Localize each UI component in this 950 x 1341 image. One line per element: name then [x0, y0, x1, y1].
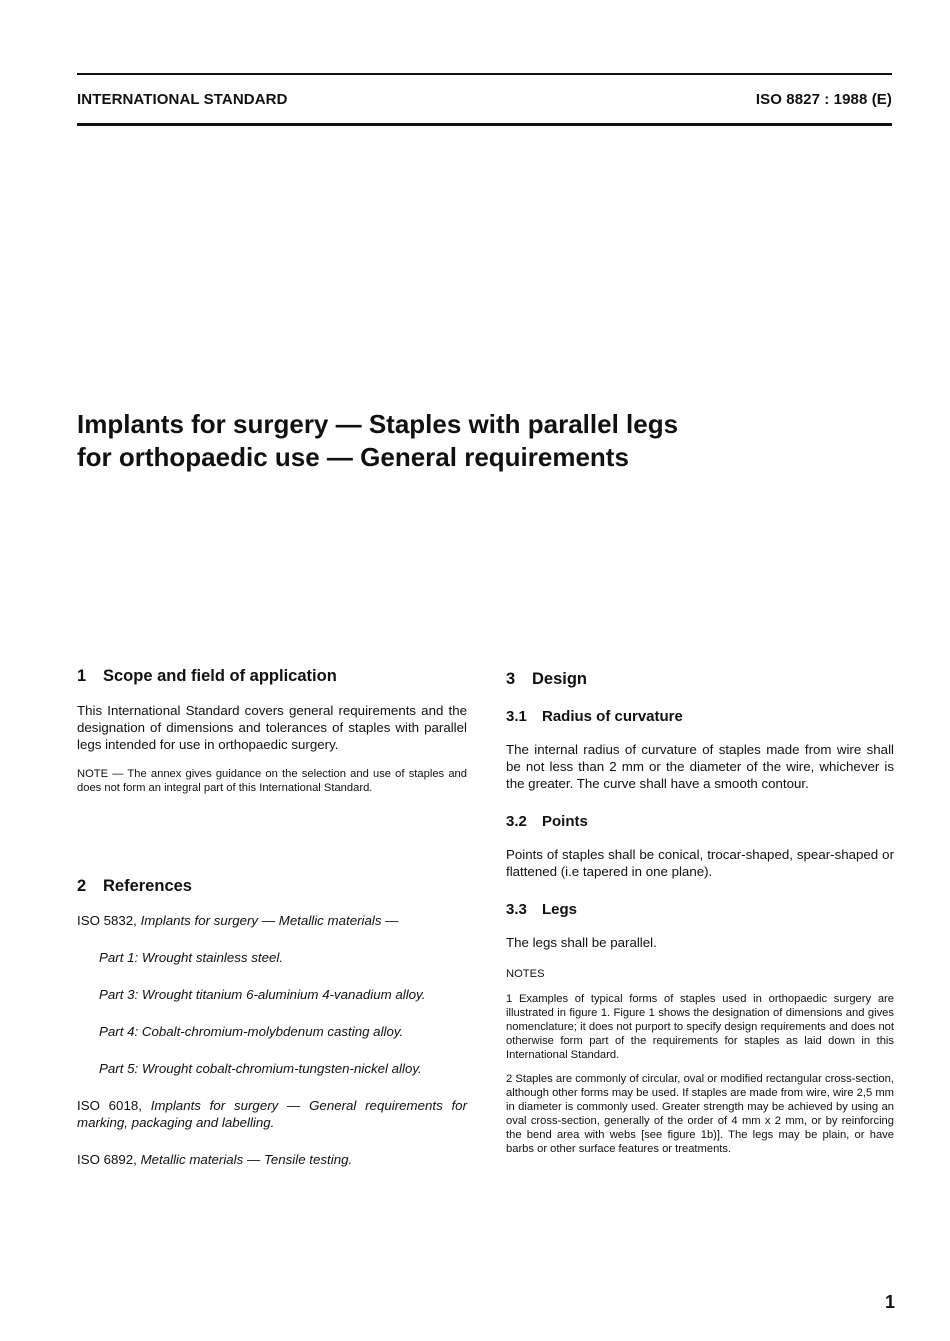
section-3-3-body: The legs shall be parallel. — [506, 935, 657, 950]
reference-part-3: Part 3: Wrought titanium 6-aluminium 4-vanadium alloy. — [99, 987, 426, 1002]
reference-part-4: Part 4: Cobalt-chromium-molybdenum casting alloy. — [99, 1024, 404, 1039]
page-number: 1 — [884, 1292, 895, 1312]
standard-type-label: INTERNATIONAL STANDARD — [77, 91, 288, 108]
section-1-note: NOTE — The annex gives guidance on the selection and use of staples and does not form an integral part of this International Standard. — [77, 768, 467, 794]
note-1: 1 Examples of typical forms of staples used in orthopaedic surgery are illustrated in figure 1. Figure 1 shows the designation of dimensions and gives nomenclature; it does not purport to specify design requirements and does not otherwise form part of the requirements for staples as laid down in this International Standard. — [506, 993, 894, 1061]
section-3-heading: 3 Design — [506, 670, 588, 688]
right-column — [506, 667, 894, 1156]
section-3-2-body: Points of staples shall be conical, trocar-shaped, spear-shaped or flattened (i.e tapered in one plane). — [506, 847, 894, 879]
section-1-body: This International Standard covers general requirements and the designation of dimensions and tolerances of staples with parallel legs intended for use in orthopaedic surgery. — [77, 703, 467, 752]
header-top-rule — [77, 73, 892, 75]
notes-label: NOTES — [506, 968, 545, 980]
title-line-2: for orthopaedic use — General requirements — [77, 442, 629, 472]
section-1-heading: 1 Scope and field of application — [77, 667, 337, 685]
section-2-heading: 2 References — [77, 877, 192, 895]
document-title — [77, 408, 892, 474]
reference-iso-6892: ISO 6892, Metallic materials — Tensile testing. — [77, 1152, 353, 1167]
left-column — [77, 664, 467, 1168]
section-3-1-body: The internal radius of curvature of staples made from wire shall be not less than 2 mm or the diameter of the wire, whichever is the greater. The curve shall have a smooth contour. — [506, 742, 894, 791]
reference-part-5: Part 5: Wrought cobalt-chromium-tungsten-nickel alloy. — [99, 1061, 422, 1076]
section-3-1-heading: 3.1 Radius of curvature — [506, 708, 683, 725]
section-3-3-heading: 3.3 Legs — [506, 901, 578, 918]
note-2: 2 Staples are commonly of circular, oval or modified rectangular cross-section, although other forms may be used. If staples are made from wire, wire 2,5 mm in diameter is commonly used. Greater strength may be achieved by using an oval cross-section, generally of the order of 4 mm x 2 mm, or by reinforcing the bend area with webs [see figure 1b)]. The legs may be plain, or have barbs or other surface features or treatments. — [506, 1073, 894, 1155]
reference-part-1: Part 1: Wrought stainless steel. — [99, 950, 284, 965]
reference-iso-5832: ISO 5832, Implants for surgery — Metallic materials — — [77, 913, 399, 928]
reference-iso-6018: ISO 6018, Implants for surgery — General requirements for marking, packaging and labelling. — [77, 1098, 467, 1130]
header-bottom-rule — [77, 123, 892, 126]
standard-number: ISO 8827 : 1988 (E) — [755, 91, 892, 108]
section-3-2-heading: 3.2 Points — [506, 813, 588, 830]
title-line-1: Implants for surgery — Staples with parallel legs — [77, 409, 679, 439]
